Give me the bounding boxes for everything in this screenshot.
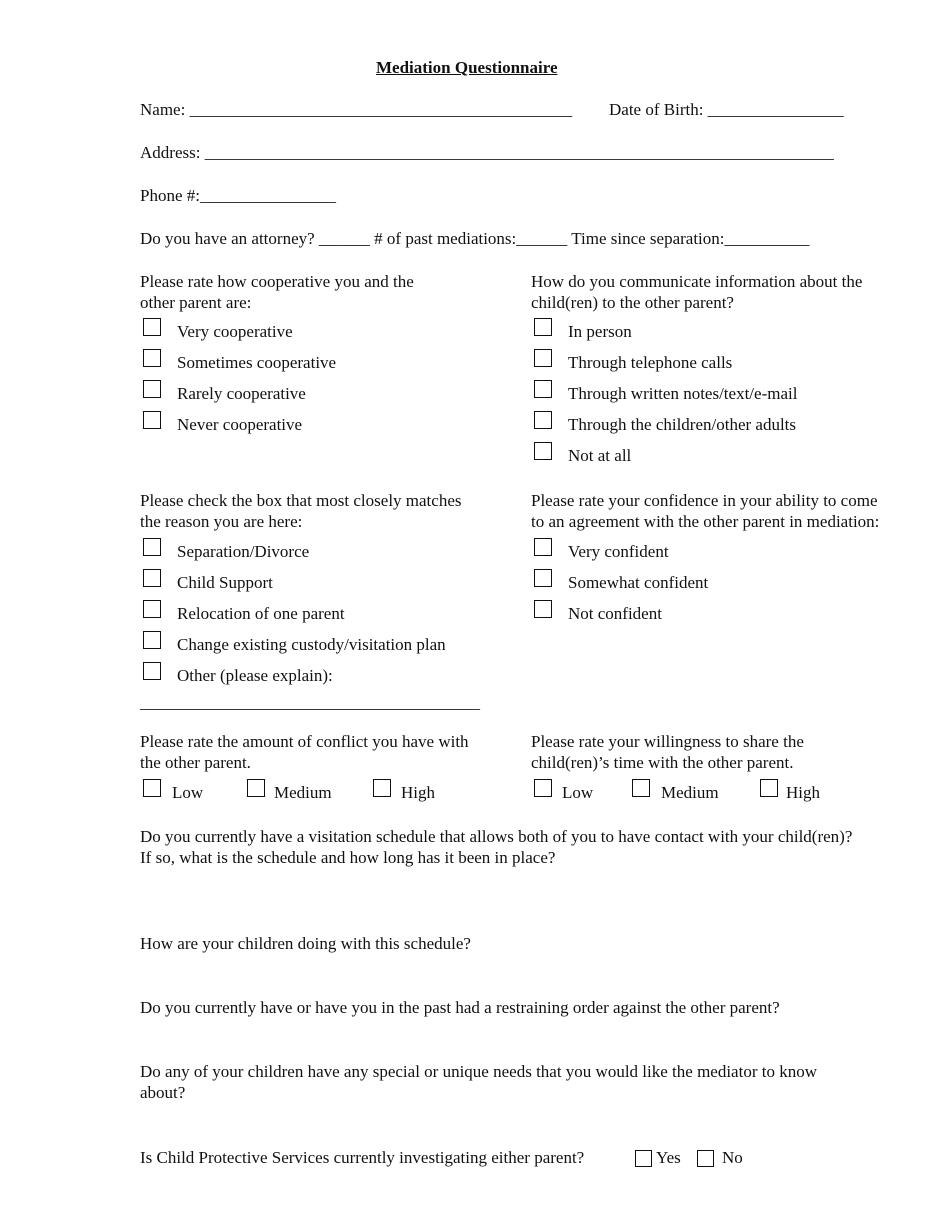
willingness-question-line2: child(ren)’s time with the other parent. (531, 753, 794, 772)
option-label: Very cooperative (177, 322, 293, 341)
checkbox-separation-divorce[interactable] (143, 538, 161, 556)
checkbox-child-support[interactable] (143, 569, 161, 587)
name-field[interactable]: Name: _____________________________________________ (140, 100, 573, 119)
checkbox-sometimes-cooperative[interactable] (143, 349, 161, 367)
checkbox-conflict-medium[interactable] (247, 779, 265, 797)
option-label: Medium (274, 783, 332, 802)
checkbox-rarely-cooperative[interactable] (143, 380, 161, 398)
cooperation-question-line1: Please rate how cooperative you and the (140, 272, 414, 291)
checkbox-conflict-low[interactable] (143, 779, 161, 797)
option-label: Separation/Divorce (177, 542, 310, 561)
option-label: In person (568, 322, 632, 341)
option-label: Through the children/other adults (568, 415, 797, 434)
confidence-question-line1: Please rate your confidence in your ability to come (531, 491, 878, 510)
checkbox-very-confident[interactable] (534, 538, 552, 556)
option-label: Low (172, 783, 204, 802)
checkbox-conflict-high[interactable] (373, 779, 391, 797)
option-label: Child Support (177, 573, 273, 592)
checkbox-other[interactable] (143, 662, 161, 680)
checkbox-relocation[interactable] (143, 600, 161, 618)
conflict-question-line2: the other parent. (140, 753, 251, 772)
option-label: Medium (661, 783, 719, 802)
checkbox-cps-no[interactable] (697, 1150, 714, 1167)
option-label: Not confident (568, 604, 662, 623)
checkbox-telephone[interactable] (534, 349, 552, 367)
other-explain-line[interactable]: ________________________________________ (140, 693, 480, 712)
option-label: Not at all (568, 446, 632, 465)
checkbox-in-person[interactable] (534, 318, 552, 336)
checkbox-not-at-all[interactable] (534, 442, 552, 460)
option-label: Low (562, 783, 594, 802)
option-label: High (786, 783, 820, 802)
reason-question-line2: the reason you are here: (140, 512, 303, 531)
checkbox-willingness-low[interactable] (534, 779, 552, 797)
option-label: Other (please explain): (177, 666, 333, 685)
address-field[interactable]: Address: __________________________________________________________________________ (140, 143, 834, 162)
reason-question-line1: Please check the box that most closely matches (140, 491, 462, 510)
visitation-question-line1: Do you currently have a visitation schedule that allows both of you to have contact with your child(ren)? (140, 827, 853, 846)
children-doing-question: How are your children doing with this schedule? (140, 934, 471, 953)
checkbox-cps-yes[interactable] (635, 1150, 652, 1167)
restraining-order-question: Do you currently have or have you in the past had a restraining order against the other parent? (140, 998, 780, 1017)
option-label: Never cooperative (177, 415, 303, 434)
communication-question-line1: How do you communicate information about the (531, 272, 863, 291)
option-label: Rarely cooperative (177, 384, 306, 403)
option-label: Through written notes/text/e-mail (568, 384, 798, 403)
option-label: No (722, 1148, 743, 1167)
checkbox-written-notes[interactable] (534, 380, 552, 398)
option-label: Through telephone calls (568, 353, 733, 372)
checkbox-change-custody[interactable] (143, 631, 161, 649)
checkbox-never-cooperative[interactable] (143, 411, 161, 429)
checkbox-not-confident[interactable] (534, 600, 552, 618)
checkbox-willingness-high[interactable] (760, 779, 778, 797)
special-needs-question-line2: about? (140, 1083, 186, 1102)
dob-field[interactable]: Date of Birth: ________________ (609, 100, 844, 119)
communication-question-line2: child(ren) to the other parent? (531, 293, 734, 312)
option-label: Very confident (568, 542, 669, 561)
cooperation-question-line2: other parent are: (140, 293, 252, 312)
option-label: High (401, 783, 435, 802)
option-label: Relocation of one parent (177, 604, 345, 623)
option-label: Yes (656, 1148, 681, 1167)
attorney-line[interactable]: Do you have an attorney? ______ # of past mediations:______ Time since separation:__________ (140, 229, 810, 248)
cps-question: Is Child Protective Services currently investigating either parent? (140, 1148, 585, 1167)
visitation-question-line2: If so, what is the schedule and how long has it been in place? (140, 848, 556, 867)
conflict-question-line1: Please rate the amount of conflict you have with (140, 732, 469, 751)
confidence-question-line2: to an agreement with the other parent in mediation: (531, 512, 880, 531)
special-needs-question-line1: Do any of your children have any special or unique needs that you would like the mediator to know (140, 1062, 817, 1081)
checkbox-willingness-medium[interactable] (632, 779, 650, 797)
checkbox-somewhat-confident[interactable] (534, 569, 552, 587)
option-label: Somewhat confident (568, 573, 709, 592)
willingness-question-line1: Please rate your willingness to share the (531, 732, 804, 751)
phone-field[interactable]: Phone #:________________ (140, 186, 336, 205)
form-title: Mediation Questionnaire (376, 58, 558, 77)
checkbox-through-children[interactable] (534, 411, 552, 429)
checkbox-very-cooperative[interactable] (143, 318, 161, 336)
option-label: Change existing custody/visitation plan (177, 635, 446, 654)
option-label: Sometimes cooperative (177, 353, 337, 372)
